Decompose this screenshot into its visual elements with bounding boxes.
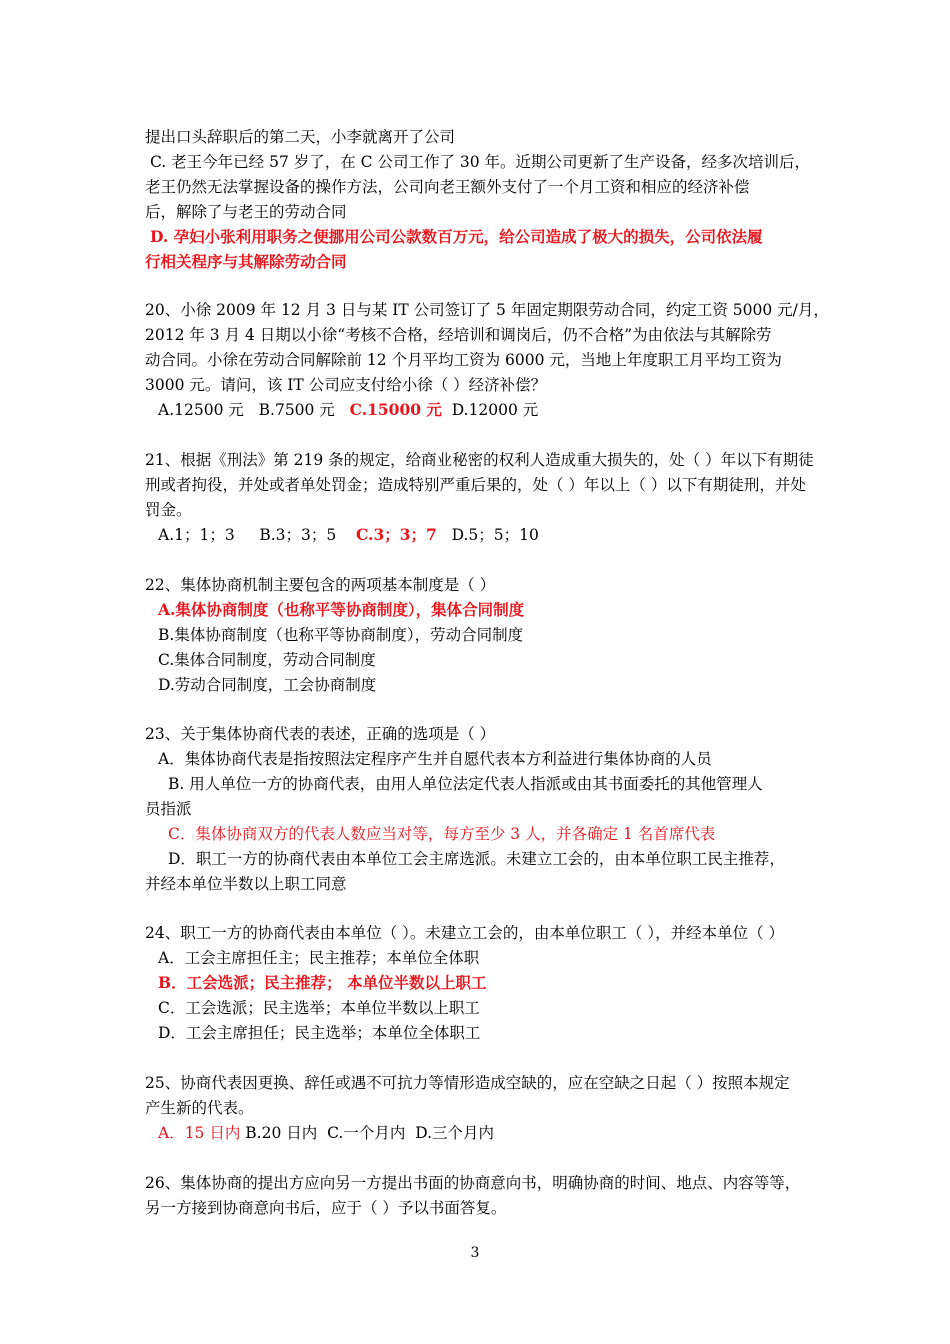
option-d-22: D.劳动合同制度，工会协商制度 (158, 676, 377, 694)
option-b: B.20 日内 (245, 1124, 318, 1142)
option-a: A.1；1；3 (158, 526, 235, 544)
option-b: B.3；3；5 (259, 526, 337, 544)
option-d: D.12000 元 (451, 401, 539, 419)
option-c: C.一个月内 (327, 1124, 406, 1142)
answer-a-22: A.集体协商制度（也称平等协商制度），集体合同制度 (158, 600, 525, 619)
answer-c: C.3；3；7 (355, 525, 437, 544)
option-c-24: C．工会选派；民主选举；本单位半数以上职工 (158, 999, 480, 1017)
question-24: 24、职工一方的协商代表由本单位（ ）。未建立工会的，由本单位职工（ ），并经本单位（ ） (145, 924, 785, 942)
text-line: 员指派 (145, 800, 192, 818)
text-line: 提出口头辞职后的第二天，小李就离开了公司 (145, 128, 456, 146)
option-b: B.7500 元 (258, 401, 335, 419)
text-line: 3000 元。请问，该 IT 公司应支付给小徐（ ）经济补偿？ (145, 376, 547, 394)
question-22: 22、集体协商机制主要包含的两项基本制度是（ ） (145, 576, 496, 594)
text-line: 后，解除了与老王的劳动合同 (145, 203, 347, 221)
option-d: D.三个月内 (415, 1124, 495, 1142)
options-20 (158, 400, 538, 420)
text-line: 动合同。小徐在劳动合同解除前 12 个月平均工资为 6000 元，当地上年度职工月平均工资为 (145, 351, 782, 369)
option-d: D.5；5；10 (451, 526, 539, 544)
question-25: 25、协商代表因更换、辞任或遇不可抗力等情形造成空缺的，应在空缺之日起（ ）按照本规定 (145, 1074, 790, 1092)
question-21: 21、根据《刑法》第 219 条的规定，给商业秘密的权利人造成重大损失的，处（ ）年以下有期徒 (145, 451, 814, 469)
text-line: 2012 年 3 月 4 日期以小徐“考核不合格，经培训和调岗后，仍不合格”为由依法与其解除劳 (145, 326, 772, 344)
option-b-23: B. 用人单位一方的协商代表，由用人单位法定代表人指派或由其书面委托的其他管理人 (168, 775, 763, 793)
text-line: 产生新的代表。 (145, 1099, 254, 1117)
text-line: 并经本单位半数以上职工同意 (145, 875, 347, 893)
answer-d-19: D. 孕妇小张利用职务之便挪用公司公款数百万元，给公司造成了极大的损失，公司依法履 (150, 227, 763, 246)
text-line: 罚金。 (145, 501, 192, 519)
question-20: 20、小徐 2009 年 12 月 3 日与某 IT 公司签订了 5 年固定期限劳动合同，约定工资 5000 元/月， (145, 301, 829, 319)
options-25 (158, 1123, 494, 1143)
answer-c-23: C．集体协商双方的代表人数应当对等，每方至少 3 人，并各确定 1 名首席代表 (168, 825, 716, 843)
option-c-22: C.集体合同制度，劳动合同制度 (158, 651, 376, 669)
text-line: 刑或者拘役，并处或者单处罚金；造成特别严重后果的，处（ ）年以上（ ）以下有期徒刑，并处 (145, 476, 806, 494)
options-21 (158, 525, 539, 545)
option-b-22: B.集体协商制度（也称平等协商制度），劳动合同制度 (158, 626, 524, 644)
option-a-23: A．集体协商代表是指按照法定程序产生并自愿代表本方利益进行集体协商的人员 (158, 750, 712, 768)
page-number: 3 (470, 1245, 480, 1261)
answer-a: A．15 日内 (158, 1124, 241, 1142)
option-d-24: D．工会主席担任；民主选举；本单位全体职工 (158, 1024, 481, 1042)
option-d-23: D．职工一方的协商代表由本单位工会主席选派。未建立工会的，由本单位职工民主推荐， (168, 850, 785, 868)
question-26: 26、集体协商的提出方应向另一方提出书面的协商意向书，明确协商的时间、地点、内容等等， (145, 1174, 801, 1192)
option-a-24: A．工会主席担任主；民主推荐；本单位全体职 (158, 949, 480, 967)
answer-b-24: B．工会选派；民主推荐； 本单位半数以上职工 (158, 973, 487, 992)
question-23: 23、关于集体协商代表的表述，正确的选项是（ ） (145, 725, 496, 743)
answer-d-19-cont: 行相关程序与其解除劳动合同 (145, 252, 347, 271)
text-line: 老王仍然无法掌握设备的操作方法，公司向老王额外支付了一个月工资和相应的经济补偿 (145, 178, 750, 196)
option-a: A.12500 元 (158, 401, 244, 419)
text-line: 另一方接到协商意向书后，应于（ ）予以书面答复。 (145, 1199, 507, 1217)
answer-c: C.15000 元 (349, 400, 442, 419)
option-c-19: C. 老王今年已经 57 岁了，在 C 公司工作了 30 年。近期公司更新了生产设备，经多次培训后， (150, 153, 811, 171)
